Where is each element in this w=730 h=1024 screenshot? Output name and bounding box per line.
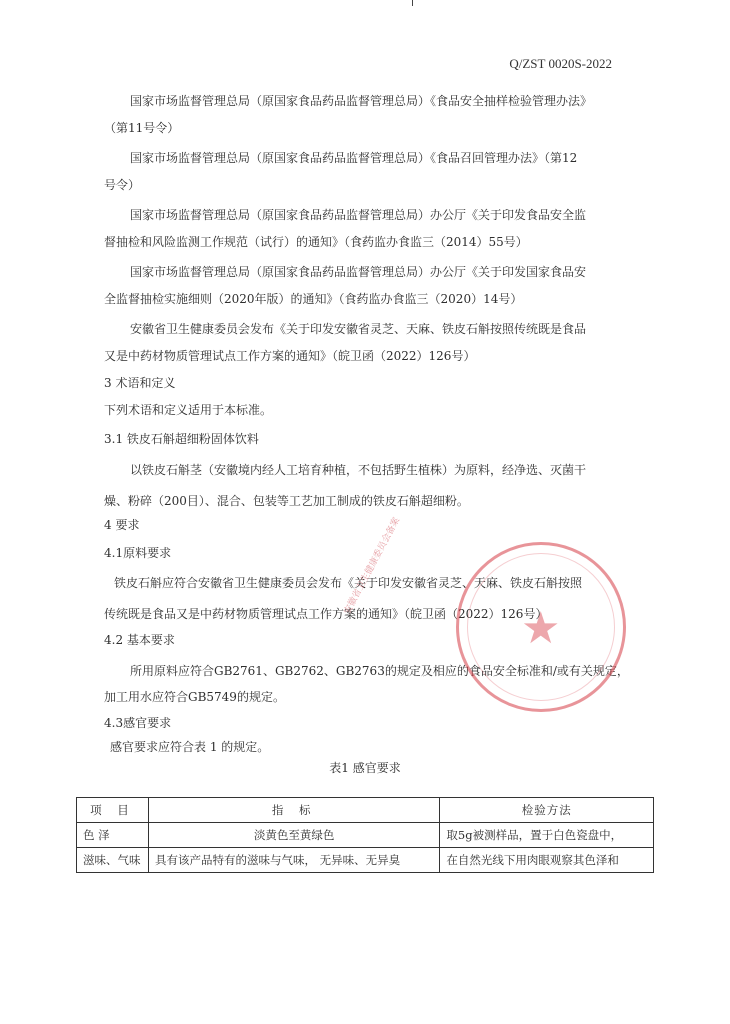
section-4-2-title: 4.2 基本要求 (104, 633, 175, 647)
reference-1-line1: 国家市场监督管理总局（原国家食品药品监督管理总局）《食品安全抽样检验管理办法》 (130, 94, 593, 108)
table-header-row (77, 798, 654, 823)
doc-number: Q/ZST 0020S-2022 (509, 56, 612, 71)
section-4-title: 4 要求 (104, 518, 140, 532)
reference-3-line2: 督抽检和风险监测工作规范（试行）的通知》（食药监办食监三（2014）55号） (104, 235, 528, 249)
table-row (77, 823, 654, 848)
table-cell: 色 泽 (77, 823, 149, 848)
table-row (77, 848, 654, 873)
table-cell: 滋味、气味 (77, 848, 149, 873)
table-caption: 表1 感官要求 (329, 761, 401, 775)
reference-5-line2: 又是中药材物质管理试点工作方案的通知》（皖卫函（2022）126号） (104, 349, 476, 363)
scan-mark (412, 0, 413, 6)
table-cell: 淡黄色至黄绿色 (148, 823, 439, 848)
section-4-1-title: 4.1原料要求 (104, 546, 172, 560)
table-cell: 取5g被测样品，置于白色瓷盘中， (440, 823, 654, 848)
section-4-2-line1: 所用原料应符合GB2761、GB2762、GB2763的规定及相应的食品安全标准和/或有关规定， (130, 664, 629, 678)
filing-watermark: 安徽省卫生健康委员会备案 (342, 516, 403, 617)
section-4-2-line2: 加工用水应符合GB5749的规定。 (104, 690, 285, 704)
table-cell: 具有该产品特有的滋味与气味， 无异味、无异臭 (148, 848, 439, 873)
section-3-title: 3 术语和定义 (104, 376, 176, 390)
reference-5-line1: 安徽省卫生健康委员会发布《关于印发安徽省灵芝、天麻、铁皮石斛按照传统既是食品 (130, 322, 587, 336)
header-indicator: 指 标 (148, 798, 439, 823)
section-4-1-line1: 铁皮石斛应符合安徽省卫生健康委员会发布《关于印发安徽省灵芝、天麻、铁皮石斛按照 (114, 576, 583, 590)
reference-2-line2: 号令） (104, 178, 141, 192)
reference-4-line1: 国家市场监督管理总局（原国家食品药品监督管理总局）办公厅《关于印发国家食品安 (130, 265, 587, 279)
table-cell: 在自然光线下用肉眼观察其色泽和 (440, 848, 654, 873)
section-3-1-title: 3.1 铁皮石斛超细粉固体饮料 (104, 432, 259, 446)
reference-3-line1: 国家市场监督管理总局（原国家食品药品监督管理总局）办公厅《关于印发食品安全监 (130, 208, 587, 222)
header-item: 项 目 (77, 798, 149, 823)
section-4-1-line2: 传统既是食品又是中药材物质管理试点工作方案的通知》（皖卫函（2022）126号） (104, 607, 548, 621)
header-test-method: 检验方法 (440, 798, 654, 823)
section-3-intro: 下列术语和定义适用于本标准。 (104, 403, 273, 417)
section-4-3-line1: 感官要求应符合表 1 的规定。 (110, 740, 270, 754)
reference-2-line1: 国家市场监督管理总局（原国家食品药品监督管理总局）《食品召回管理办法》（第12 (130, 151, 578, 165)
sensory-requirements-table (76, 797, 654, 873)
seal-star-icon: ★ (521, 603, 561, 654)
reference-4-line2: 全监督抽检实施细则（2020年版）的通知》（食药监办食监三（2020）14号） (104, 292, 523, 306)
reference-1-line2: （第11号令） (104, 121, 180, 135)
company-seal (456, 542, 626, 712)
section-3-1-line2: 燥、粉碎（200目）、混合、包装等工艺加工制成的铁皮石斛超细粉。 (104, 494, 469, 508)
section-4-3-title: 4.3感官要求 (104, 716, 172, 730)
section-3-1-line1: 以铁皮石斛茎（安徽境内经人工培育种植，不包括野生植株）为原料，经净选、灭菌干 (130, 463, 587, 477)
